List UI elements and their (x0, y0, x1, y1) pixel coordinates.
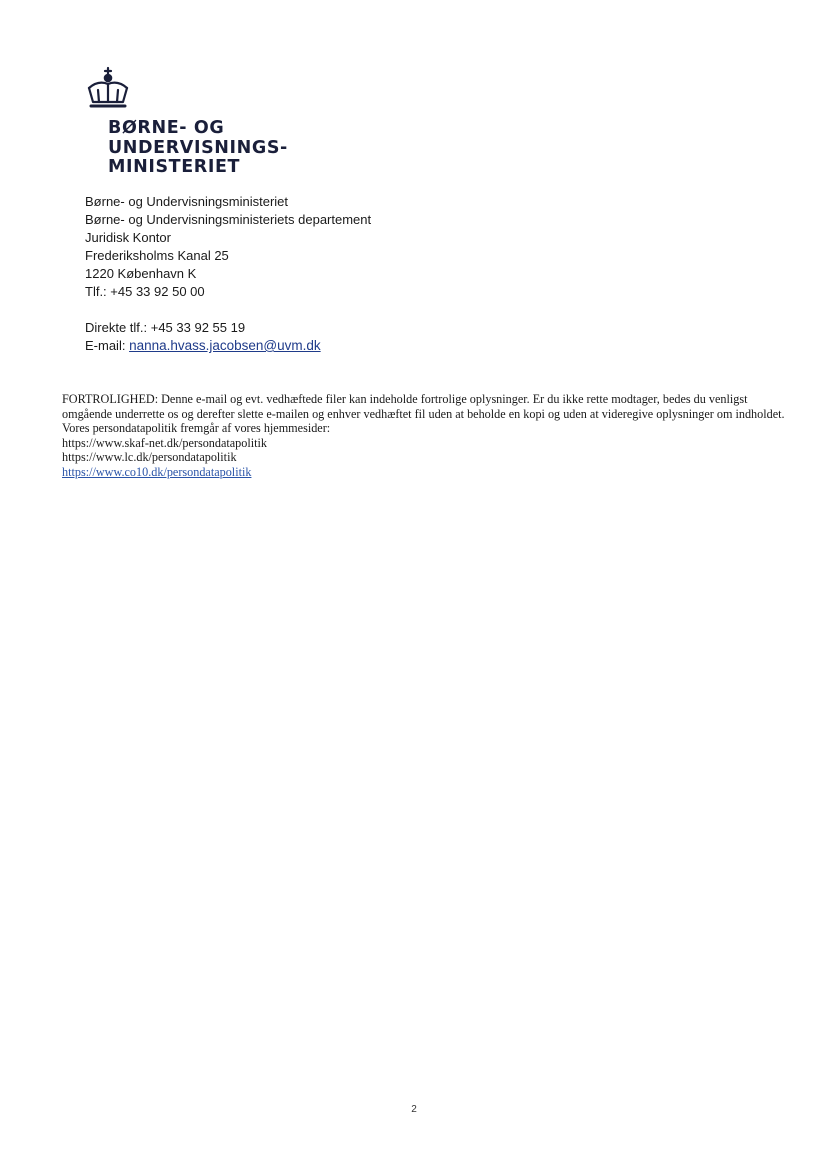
policy-link-co10[interactable]: https://www.co10.dk/persondatapolitik (62, 464, 252, 479)
spacer (85, 301, 371, 319)
address-line-phone: Tlf.: +45 33 92 50 00 (85, 284, 205, 299)
email-link[interactable]: nanna.hvass.jacobsen@uvm.dk (129, 338, 321, 353)
address-line-street: Frederiksholms Kanal 25 (85, 248, 229, 263)
page-number: 2 (411, 1104, 417, 1115)
confidentiality-notice (62, 392, 797, 480)
address-line-department: Børne- og Undervisningsministeriets departement (85, 212, 372, 227)
ministry-logo-text (108, 119, 288, 178)
logo-line-2: UNDERVISNINGS- (108, 137, 288, 158)
policy-link-lc: https://www.lc.dk/persondatapolitik (62, 450, 237, 465)
address-line-city: 1220 København K (85, 266, 197, 281)
crown-icon (84, 66, 132, 110)
direct-phone: Direkte tlf.: +45 33 92 55 19 (85, 320, 246, 335)
address-line-ministry: Børne- og Undervisningsministeriet (85, 194, 289, 209)
logo-line-1: BØRNE- OG (108, 118, 225, 138)
email-label: E-mail: (85, 338, 130, 353)
address-line-office: Juridisk Kontor (85, 230, 171, 245)
privacy-policy-intro: Vores persondatapolitik fremgår af vores hjemmesider: (62, 421, 331, 436)
contact-block (85, 193, 371, 355)
confidentiality-text: FORTROLIGHED: Denne e-mail og evt. vedhæftede filer kan indeholde fortrolige oplysninger. Er du ikke rette modtager, bedes du venligst omgående underrette os og derefter slette e-mailen og enhver vedhæftet fil uden at beholde en kopi og uden at videregive oplysninger om indholdet. (62, 392, 785, 421)
email-row (85, 337, 371, 355)
policy-link-skaf: https://www.skaf-net.dk/persondatapolitik (62, 435, 268, 450)
logo-line-3: MINISTERIET (108, 157, 241, 177)
ministry-logo (84, 66, 304, 186)
